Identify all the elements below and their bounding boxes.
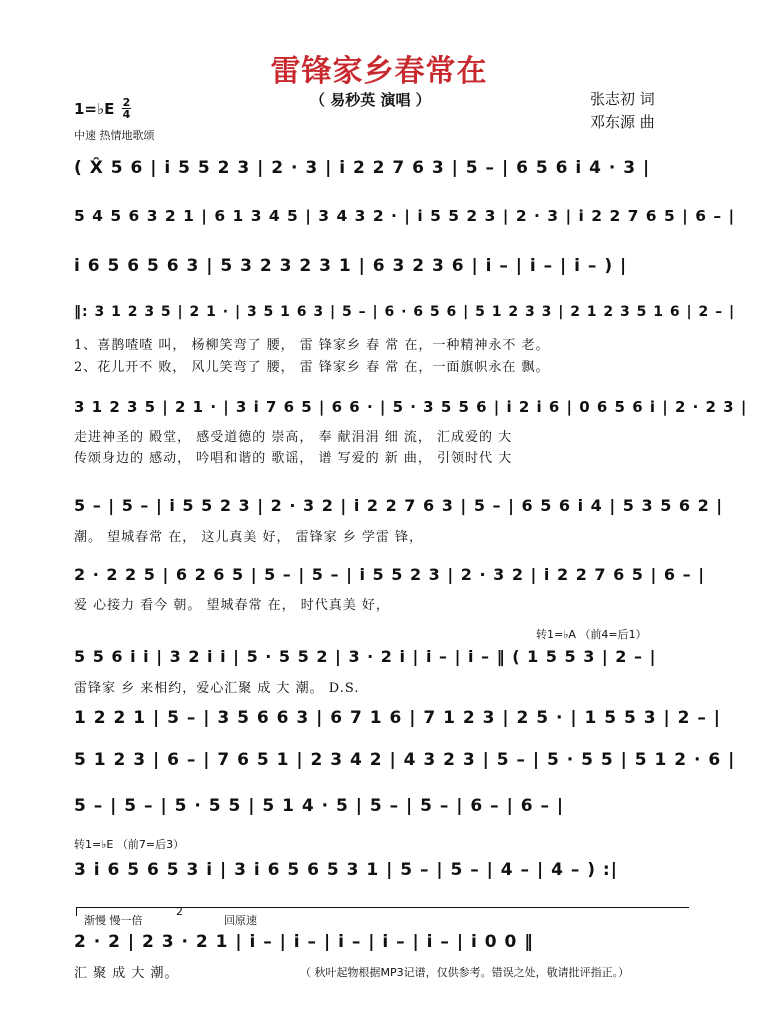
- notation-row-1: ( X̂ 5 6 | i 5 5 2 3 | 2 · 3 | i 2 2 7 6 3 | 5 – | 6 5 6 i 4 · 3 |: [74, 158, 651, 178]
- lyric-verse1-line1: 1、喜鹊喳喳 叫， 杨柳笑弯了 腰， 雷 锋家乡 春 常 在，一种精神永不 老。: [74, 338, 550, 353]
- key-signature: 1=♭E: [74, 100, 115, 118]
- time-signature-top: 2: [122, 96, 131, 109]
- notation-row-3: i 6 5 6 5 6 3 | 5 3 2 3 2 3 1 | 6 3 2 3 6 | i – | i – | i – ) |: [74, 256, 628, 276]
- lyricist-credit: 张志初 词: [590, 90, 655, 108]
- singer-line: （ 易秒英 演唱 ）: [310, 91, 431, 109]
- volta-bracket: [76, 907, 689, 916]
- lyric-verse2-line1: 2、花儿开不 败， 风儿笑弯了 腰， 雷 锋家乡 春 常 在，一面旗帜永在 飘。: [74, 360, 550, 375]
- modulation-marking-2: 转1=♭E （前7=后3）: [74, 838, 185, 851]
- composer-credit: 邓东源 曲: [590, 113, 655, 131]
- notation-row-13: 2 · 2 | 2 3 · 2 1 | i – | i – | i – | i – | i – | i 0 0 ‖: [74, 932, 534, 952]
- lyric-ending: 汇 聚 成 大 潮。: [74, 966, 179, 981]
- notation-row-12: 3 i 6 5 6 5 3 i | 3 i 6 5 6 5 3 1 | 5 – | 5 – | 4 – | 4 – ) :|: [74, 860, 618, 880]
- modulation-marking-1: 转1=♭A （前4=后1）: [536, 628, 647, 641]
- lyric-verse1-line2: 走进神圣的 殿堂， 感受道德的 崇高， 奉 献涓涓 细 流， 汇成爱的 大: [74, 430, 513, 445]
- volta-number: 2: [176, 905, 183, 918]
- time-signature: [122, 97, 131, 120]
- time-signature-bottom: 4: [122, 108, 131, 121]
- lyric-chorus-line2: 爱 心接力 看今 朝。 望城春常 在， 时代真美 好，: [74, 598, 390, 613]
- tempo-marking: 中速 热情地歌颂: [74, 129, 155, 142]
- tempo-change-slow: 渐慢 慢一倍: [84, 914, 143, 927]
- notation-row-4: ‖: 3 1 2 3 5 | 2 1 · | 3 5 1 6 3 | 5 – | 6 · 6 5 6 | 5 1 2 3 3 | 2 1 2 3 5 1 6 | 2 – |: [74, 304, 736, 320]
- lyric-chorus-line3: 雷锋家 乡 来相约，爱心汇聚 成 大 潮。 D.S.: [74, 681, 360, 696]
- notation-row-5: 3 1 2 3 5 | 2 1 · | 3 i 7 6 5 | 6 6 · | 5 · 3 5 5 6 | i 2 i 6 | 0 6 5 6 i | 2 · 2 3 |: [74, 398, 748, 416]
- notation-row-7: 2 · 2 2 5 | 6 2 6 5 | 5 – | 5 – | i 5 5 2 3 | 2 · 3 2 | i 2 2 7 6 5 | 6 – |: [74, 565, 706, 584]
- notation-row-9: 1 2 2 1 | 5 – | 3 5 6 6 3 | 6 7 1 6 | 7 1 2 3 | 2 5 · | 1 5 5 3 | 2 – |: [74, 708, 721, 728]
- song-title: 雷锋家乡春常在: [270, 54, 488, 89]
- lyric-verse2-line2: 传颂身边的 感动， 吟唱和谐的 歌谣， 谱 写爱的 新 曲， 引领时代 大: [74, 451, 513, 466]
- notation-row-11: 5 – | 5 – | 5 · 5 5 | 5 1 4 · 5 | 5 – | 5 – | 6 – | 6 – |: [74, 796, 565, 816]
- notation-row-2: 5 4 5 6 3 2 1 | 6 1 3 4 5 | 3 4 3 2 · | i 5 5 2 3 | 2 · 3 | i 2 2 7 6 5 | 6 – |: [74, 207, 736, 225]
- lyric-chorus-line1: 潮。 望城春常 在， 这儿真美 好， 雷锋家 乡 学雷 锋，: [74, 530, 424, 545]
- notation-row-8: 5 5 6 i i | 3 2 i i | 5 · 5 5 2 | 3 · 2 i | i – | i – ‖ ( 1 5 5 3 | 2 – |: [74, 647, 657, 666]
- tempo-change-back: 回原速: [224, 914, 257, 927]
- notation-row-6: 5 – | 5 – | i 5 5 2 3 | 2 · 3 2 | i 2 2 7 6 3 | 5 – | 6 5 6 i 4 | 5 3 5 6 2 |: [74, 496, 724, 515]
- transcriber-note: （ 秋叶起物根据MP3记谱，仅供参考。错误之处，敬请批评指正。）: [300, 966, 630, 979]
- notation-row-10: 5 1 2 3 | 6 – | 7 6 5 1 | 2 3 4 2 | 4 3 2 3 | 5 – | 5 · 5 5 | 5 1 2 · 6 |: [74, 750, 736, 770]
